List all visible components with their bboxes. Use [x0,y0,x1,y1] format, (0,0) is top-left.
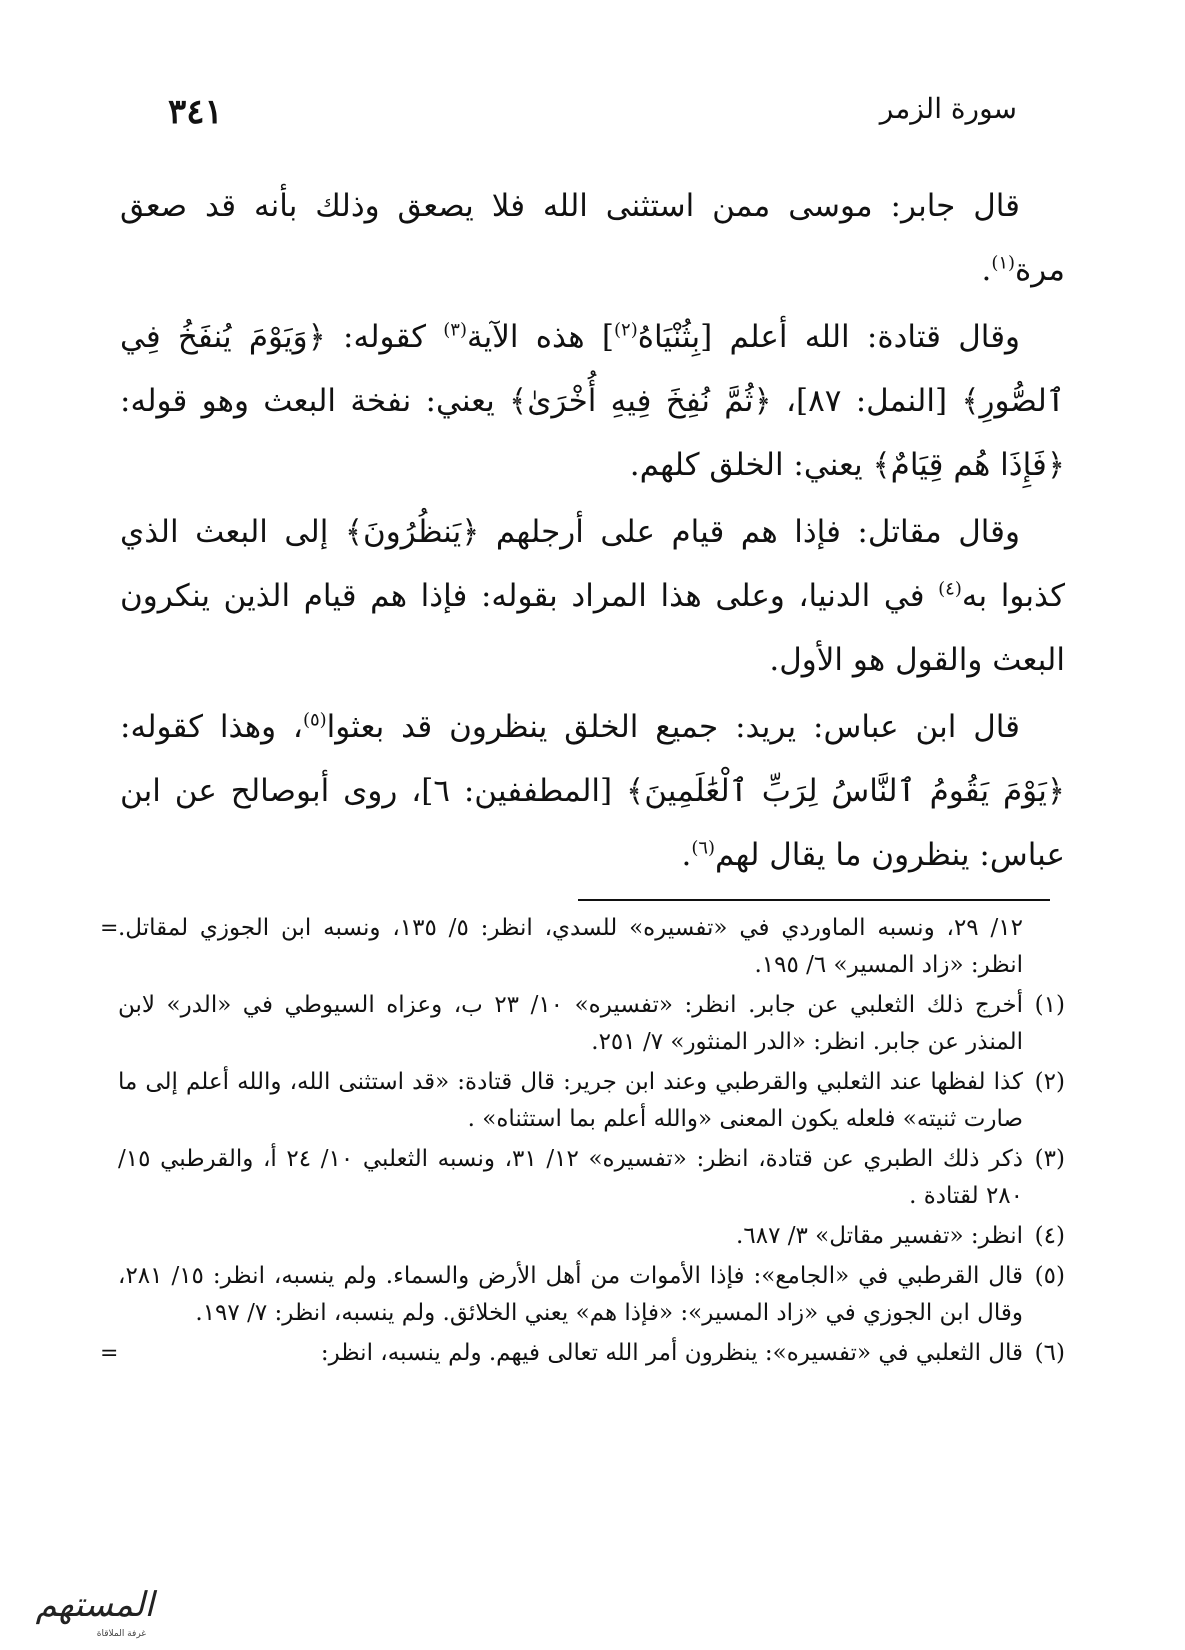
stamp-text: المستهم [35,1585,154,1625]
quran-quote: ﴿يَنظُرُونَ﴾ [344,514,480,550]
text-run: يعني: الخلق كلهم. [629,447,873,483]
page-header [160,78,1025,138]
footnotes [100,910,1065,1375]
text-run: يعني: نفخة البعث وهو قوله: [120,383,510,419]
footnote-ref: (١) [991,252,1016,274]
footnote-text: قال الثعلبي في «تفسيره»: ينظرون أمر الله تعالى فيهم. ولم ينسبه، انظر: [320,1340,1023,1366]
footnote-number: (٥) [1034,1263,1065,1289]
footnote-2 [118,1064,1065,1138]
footnote-text: ذكر ذلك الطبري عن قتادة، انظر: «تفسيره» ١٢/ ٣١، ونسبه الثعلبي ١٠/ ٢٤ أ، والقرطبي ١٥/ ٢٨٠ لقتادة . [118,1146,1024,1209]
text-run: [المطففين: ٦]، روى أبوصالح عن ابن عباس: ينظرون ما يقال لهم [120,773,1065,873]
quran-quote: ﴿وَيَوْمَ يُنفَخُ فِي ٱلصُّورِ﴾ [120,319,1065,419]
text-run: وقال قتادة: الله أعلم [بِثُنْيَاهُ [637,319,1020,355]
paragraph-muqatil [120,500,1065,692]
footnote-6 [100,1335,1065,1372]
footnote-number: (٤) [1034,1223,1065,1249]
footnote-text: ١٢/ ٢٩، ونسبه الماوردي في «تفسيره» للسدي، انظر: ٥/ ١٣٥، ونسبه ابن الجوزي لمقاتل. انظر: «زاد المسير» ٦/ ١٩٥. [118,915,1023,978]
footnote-ref: (٢) [614,319,638,341]
stamp-subtext: غرفة الملاقاة [96,1629,146,1639]
text-run: . [681,837,692,873]
text-run: [النمل: ٨٧]، [771,383,962,419]
footnote-number: (١) [1034,992,1065,1018]
footnote-ref: (٥) [302,709,327,731]
text-run: قال جابر: موسى ممن استثنى الله فلا يصعق وذلك بأنه قد صعق مرة [120,188,1065,288]
quran-quote: ﴿فَإِذَا هُم قِيَامٌ﴾ [872,447,1065,483]
page-number: ٣٤١ [168,92,223,132]
text-run: إلى البعث الذي كذبوا به [120,514,1065,614]
footnote-number: (٣) [1034,1146,1065,1172]
quran-quote: ﴿ثُمَّ نُفِخَ فِيهِ أُخْرَىٰ﴾ [509,383,772,419]
continuation-marker: = [100,1341,119,1366]
footnote-ref: (٦) [691,837,716,859]
text-run: ] هذه الآية [467,319,614,355]
footnote-ref: (٤) [938,578,962,600]
footnote-1 [118,987,1065,1061]
footnote-3 [118,1141,1065,1215]
paragraph-ibn-abbas [120,695,1065,887]
footnote-carryover [100,910,1065,984]
main-text [120,160,1065,890]
paragraph-qatada [120,305,1065,497]
surah-title: سورة الزمر [879,92,1017,125]
quran-quote: ﴿يَوْمَ يَقُومُ ٱلنَّاسُ لِرَبِّ ٱلْعَٰلَمِينَ﴾ [626,773,1065,809]
text-run: . [981,252,992,288]
footnote-number: (٢) [1034,1069,1065,1095]
footnote-text: كذا لفظها عند الثعلبي والقرطبي وعند ابن جرير: قال قتادة: «قد استثنى الله، والله أعلم إلى ما صارت ثنيته» فلعله يكون المعنى «والله أعلم بما استثناه» . [118,1069,1023,1132]
text-run: كقوله: [325,319,444,355]
footnote-text: أخرج ذلك الثعلبي عن جابر. انظر: «تفسيره» ١٠/ ٢٣ ب، وعزاه السيوطي في «الدر» لابن المنذر عن جابر. انظر: «الدر المنثور» ٧/ ٢٥١. [118,992,1024,1055]
footnote-ref: (٣) [443,319,467,341]
text-run: قال ابن عباس: يريد: جميع الخلق ينظرون قد بعثوا [326,709,1020,745]
library-stamp-logo [6,1580,164,1642]
footnote-text: انظر: «تفسير مقاتل» ٣/ ٦٨٧. [736,1223,1023,1249]
footnote-text: قال القرطبي في «الجامع»: فإذا الأموات من أهل الأرض والسماء. ولم ينسبه، انظر: ١٥/ ٢٨١، وقال ابن الجوزي في «زاد المسير»: «فإذا هم» يعني الخلائق. ولم ينسبه، انظر: ٧/ ١٩٧. [118,1263,1024,1326]
footnote-5 [118,1258,1065,1332]
continuation-marker: = [100,916,119,941]
footnote-divider [578,899,1050,901]
text-run: في الدنيا، وعلى هذا المراد بقوله: فإذا هم قيام الذين ينكرون البعث والقول هو الأول. [120,578,1065,678]
text-run: ، وهذا كقوله: [120,709,303,745]
footnote-4 [118,1218,1065,1255]
paragraph-jabir [120,174,1065,302]
text-run: وقال مقاتل: فإذا هم قيام على أرجلهم [479,514,1020,550]
footnote-number: (٦) [1034,1340,1065,1366]
